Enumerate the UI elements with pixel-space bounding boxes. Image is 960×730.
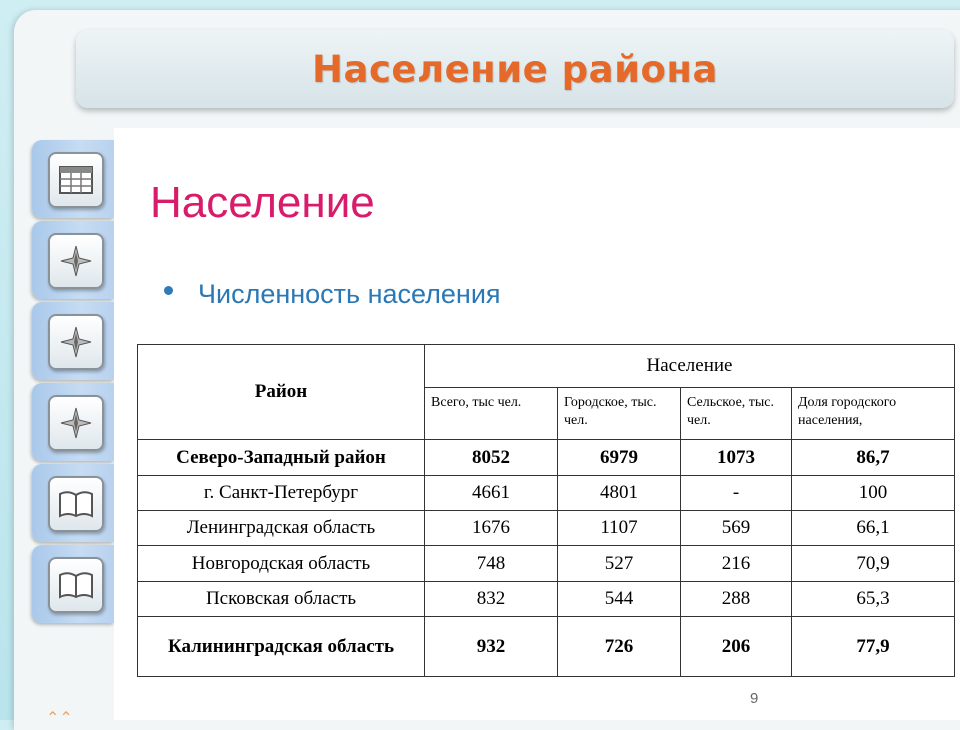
share-cell: 65,3 — [792, 582, 955, 617]
subheader-urban: Городское, тыс. чел. — [558, 388, 681, 440]
share-cell: 100 — [792, 476, 955, 511]
district-cell: г. Санкт-Петербург — [138, 476, 425, 511]
share-cell: 77,9 — [792, 617, 955, 677]
subheader-total: Всего, тыс чел. — [425, 388, 558, 440]
table-icon — [48, 152, 104, 208]
share-cell: 66,1 — [792, 511, 955, 546]
table-row — [138, 546, 955, 582]
rural-cell: 206 — [681, 617, 792, 677]
sidebar — [32, 140, 114, 626]
total-cell: 748 — [425, 546, 558, 582]
total-cell: 8052 — [425, 440, 558, 476]
book-icon — [48, 557, 104, 613]
population-table — [137, 344, 955, 677]
title-bar — [76, 30, 954, 108]
sidebar-item-compass-1[interactable] — [32, 221, 114, 299]
subheader-rural: Сельское, тыс. чел. — [681, 388, 792, 440]
compass-icon — [48, 314, 104, 370]
urban-cell: 726 — [558, 617, 681, 677]
table-row — [138, 511, 955, 546]
slide-heading: Население — [150, 178, 375, 227]
urban-cell: 1107 — [558, 511, 681, 546]
header-district: Район — [138, 345, 425, 440]
table-row — [138, 617, 955, 677]
urban-cell: 4801 — [558, 476, 681, 511]
table-row — [138, 476, 955, 511]
share-cell: 70,9 — [792, 546, 955, 582]
nav-arrows-decoration: ⌃⌃ — [46, 710, 73, 727]
page-number: 9 — [750, 690, 759, 707]
compass-icon — [48, 395, 104, 451]
sidebar-item-table[interactable] — [32, 140, 114, 218]
share-cell: 86,7 — [792, 440, 955, 476]
rural-cell: 1073 — [681, 440, 792, 476]
rural-cell: 569 — [681, 511, 792, 546]
sidebar-item-compass-2[interactable] — [32, 302, 114, 380]
rural-cell: 288 — [681, 582, 792, 617]
total-cell: 932 — [425, 617, 558, 677]
subheader-share: Доля городского населения, — [792, 388, 955, 440]
urban-cell: 527 — [558, 546, 681, 582]
total-cell: 4661 — [425, 476, 558, 511]
header-population: Население — [425, 345, 955, 388]
sidebar-item-book-1[interactable] — [32, 464, 114, 542]
slide-title: Население района — [312, 47, 718, 91]
bullet-text: Численность населения — [198, 279, 501, 309]
book-icon — [48, 476, 104, 532]
total-cell: 1676 — [425, 511, 558, 546]
rural-cell: - — [681, 476, 792, 511]
district-cell: Северо-Западный район — [138, 440, 425, 476]
bullet-dot — [164, 286, 173, 295]
district-cell: Калининградская область — [138, 617, 425, 677]
rural-cell: 216 — [681, 546, 792, 582]
urban-cell: 544 — [558, 582, 681, 617]
district-cell: Новгородская область — [138, 546, 425, 582]
table-row — [138, 440, 955, 476]
compass-icon — [48, 233, 104, 289]
table-row — [138, 582, 955, 617]
sidebar-item-compass-3[interactable] — [32, 383, 114, 461]
district-cell: Ленинградская область — [138, 511, 425, 546]
urban-cell: 6979 — [558, 440, 681, 476]
district-cell: Псковская область — [138, 582, 425, 617]
sidebar-item-book-2[interactable] — [32, 545, 114, 623]
total-cell: 832 — [425, 582, 558, 617]
